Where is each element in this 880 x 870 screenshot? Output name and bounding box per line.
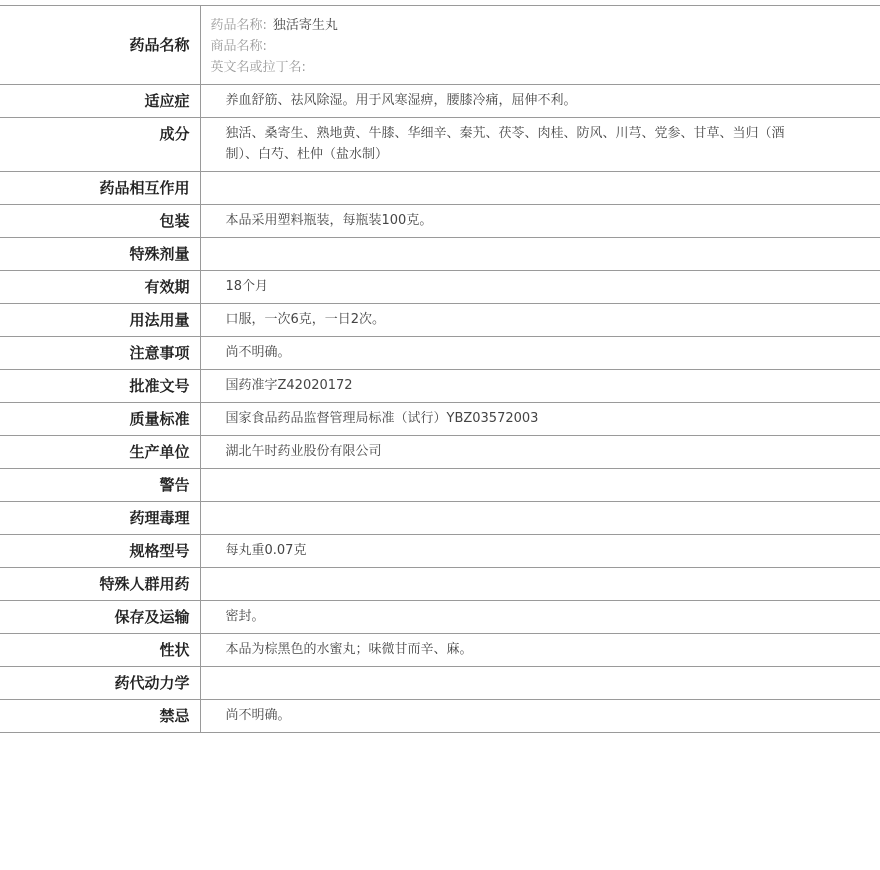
row-value bbox=[200, 469, 880, 502]
table-row-contraindications bbox=[0, 700, 880, 733]
table-row-special-dosage bbox=[0, 238, 880, 271]
table-row-quality-standard bbox=[0, 403, 880, 436]
row-label: 规格型号 bbox=[0, 535, 200, 568]
table-row-specification bbox=[0, 535, 880, 568]
row-label: 特殊剂量 bbox=[0, 238, 200, 271]
latin-name-key: 英文名或拉丁名: bbox=[210, 60, 306, 75]
row-value: 尚不明确。 bbox=[200, 700, 880, 733]
table-row-manufacturer bbox=[0, 436, 880, 469]
generic-name-value: 独活寄生丸 bbox=[272, 18, 338, 33]
row-label: 保存及运输 bbox=[0, 601, 200, 634]
drug-names-cell bbox=[200, 6, 880, 85]
row-label: 禁忌 bbox=[0, 700, 200, 733]
generic-name-line bbox=[211, 15, 791, 36]
latin-name-line bbox=[211, 57, 791, 78]
row-label: 有效期 bbox=[0, 271, 200, 304]
table-row-pharmacokinetics bbox=[0, 667, 880, 700]
table-row-special-populations bbox=[0, 568, 880, 601]
row-value: 密封。 bbox=[200, 601, 880, 634]
row-label: 特殊人群用药 bbox=[0, 568, 200, 601]
table-row-packaging bbox=[0, 205, 880, 238]
table-row-pharmacology bbox=[0, 502, 880, 535]
table-row-precautions bbox=[0, 337, 880, 370]
trade-name-line bbox=[211, 36, 791, 57]
generic-name-key: 药品名称: bbox=[210, 18, 267, 33]
table-row-appearance bbox=[0, 634, 880, 667]
row-label: 警告 bbox=[0, 469, 200, 502]
row-value: 独活、桑寄生、熟地黄、牛膝、华细辛、秦艽、茯苓、肉桂、防风、川芎、党参、甘草、当归（酒制）、白芍、杜仲（盐水制） bbox=[200, 118, 880, 172]
table-row-indications bbox=[0, 85, 880, 118]
table-row-storage bbox=[0, 601, 880, 634]
row-label: 药理毒理 bbox=[0, 502, 200, 535]
row-label: 药品相互作用 bbox=[0, 172, 200, 205]
row-value: 18个月 bbox=[200, 271, 880, 304]
table-row-warning bbox=[0, 469, 880, 502]
row-value: 尚不明确。 bbox=[200, 337, 880, 370]
table-row-interactions bbox=[0, 172, 880, 205]
row-value: 本品为棕黑色的水蜜丸；味微甘而辛、麻。 bbox=[200, 634, 880, 667]
row-label: 成分 bbox=[0, 118, 200, 172]
row-value bbox=[200, 568, 880, 601]
row-value: 本品采用塑料瓶装，每瓶装100克。 bbox=[200, 205, 880, 238]
table-row-drug-name bbox=[0, 6, 880, 85]
table-row-ingredients bbox=[0, 118, 880, 172]
trade-name-key: 商品名称: bbox=[210, 39, 267, 54]
row-value bbox=[200, 238, 880, 271]
row-value: 湖北午时药业股份有限公司 bbox=[200, 436, 880, 469]
row-label: 性状 bbox=[0, 634, 200, 667]
table-row-shelf-life bbox=[0, 271, 880, 304]
table-row-approval-number bbox=[0, 370, 880, 403]
row-value: 口服，一次6克，一日2次。 bbox=[200, 304, 880, 337]
row-label: 药代动力学 bbox=[0, 667, 200, 700]
row-value: 国药准字Z42020172 bbox=[200, 370, 880, 403]
row-label: 生产单位 bbox=[0, 436, 200, 469]
row-label: 包装 bbox=[0, 205, 200, 238]
row-value bbox=[200, 172, 880, 205]
row-label: 用法用量 bbox=[0, 304, 200, 337]
row-value: 国家食品药品监督管理局标准（试行）YBZ03572003 bbox=[200, 403, 880, 436]
row-label: 质量标准 bbox=[0, 403, 200, 436]
row-label: 批准文号 bbox=[0, 370, 200, 403]
drug-info-table bbox=[0, 5, 880, 733]
row-label: 药品名称 bbox=[0, 6, 200, 85]
table-row-dosage bbox=[0, 304, 880, 337]
row-value bbox=[200, 502, 880, 535]
row-value: 每丸重0.07克 bbox=[200, 535, 880, 568]
row-label: 注意事项 bbox=[0, 337, 200, 370]
row-value: 养血舒筋、祛风除湿。用于风寒湿痹，腰膝冷痛，屈伸不利。 bbox=[200, 85, 880, 118]
row-value bbox=[200, 667, 880, 700]
row-label: 适应症 bbox=[0, 85, 200, 118]
